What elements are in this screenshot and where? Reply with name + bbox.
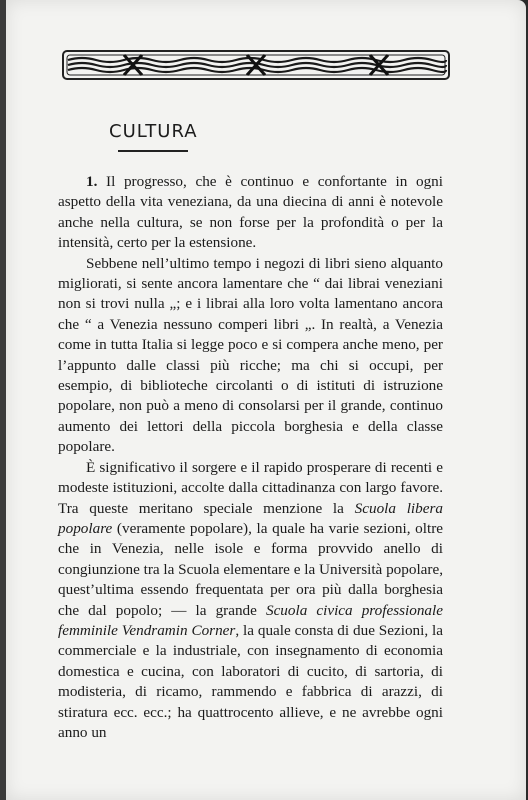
paragraph <box>58 172 443 254</box>
section-heading: CULTURA <box>109 121 198 142</box>
italic-title: Scuola libera popolare <box>58 499 443 537</box>
text-run: Il progresso, che è continuo e confortante in ogni aspetto della vita veneziana, da una diecina di anni è notevole anche nella cultura, se non forse per la profondità o per la intensità, certo per la estensione. <box>58 173 443 252</box>
body-text <box>58 172 443 743</box>
text-run: Sebbene nell’ultimo tempo i negozi di libri sieno alquanto migliorati, si sente ancora lamentare che “ dai librai veneziani non si trovi nulla „; e i librai alla loro volta lamentano ancora che “ a Venezia nessuno comperi libri „. In realtà, a Venezia come in tutta Italia si legge poco e si compera anche meno, per l’appunto dalle classi più ricche; ma chi si occupi, per esempio, di biblioteche circolanti o di istituti di istruzione popolare, non può a meno di consolarsi per il grande, continuo aumento dei lettori della piccola borghesia e della classe popolare. <box>58 254 443 456</box>
text-run: (veramente popolare), la quale ha varie sezioni, oltre che in Venezia, nelle isole e forma provvido anello di congiunzione tra la Scuola elementare e la Università popolare, quest’ultima essendo frequentata per ora più dalla borghesia che dal popolo; — la grande <box>58 519 444 619</box>
decorative-braided-border <box>62 50 450 80</box>
text-run: È significativo il sorgere e il rapido prosperare di recenti e modeste istituzioni, accolte dalla cittadinanza con largo favore. Tra queste meritano speciale menzione la <box>58 458 443 517</box>
paragraph <box>58 458 443 744</box>
paragraph <box>58 254 443 458</box>
italic-title: Scuola civica professionale femminile Vendramin Corner <box>58 601 443 639</box>
text-run: , la quale consta di due Sezioni, la commerciale e la industriale, con insegnamento di economia domestica e cucina, con laboratori di cucito, di sartoria, di modisteria, di ricamo, rammendo e fabbrica di arazzi, di stiratura ecc. ecc.; ha quattrocento allieve, e ne avrebbe ogni anno un <box>58 621 444 741</box>
paragraph-number: 1. <box>86 173 98 190</box>
heading-underline <box>118 150 188 152</box>
book-page <box>6 0 526 800</box>
